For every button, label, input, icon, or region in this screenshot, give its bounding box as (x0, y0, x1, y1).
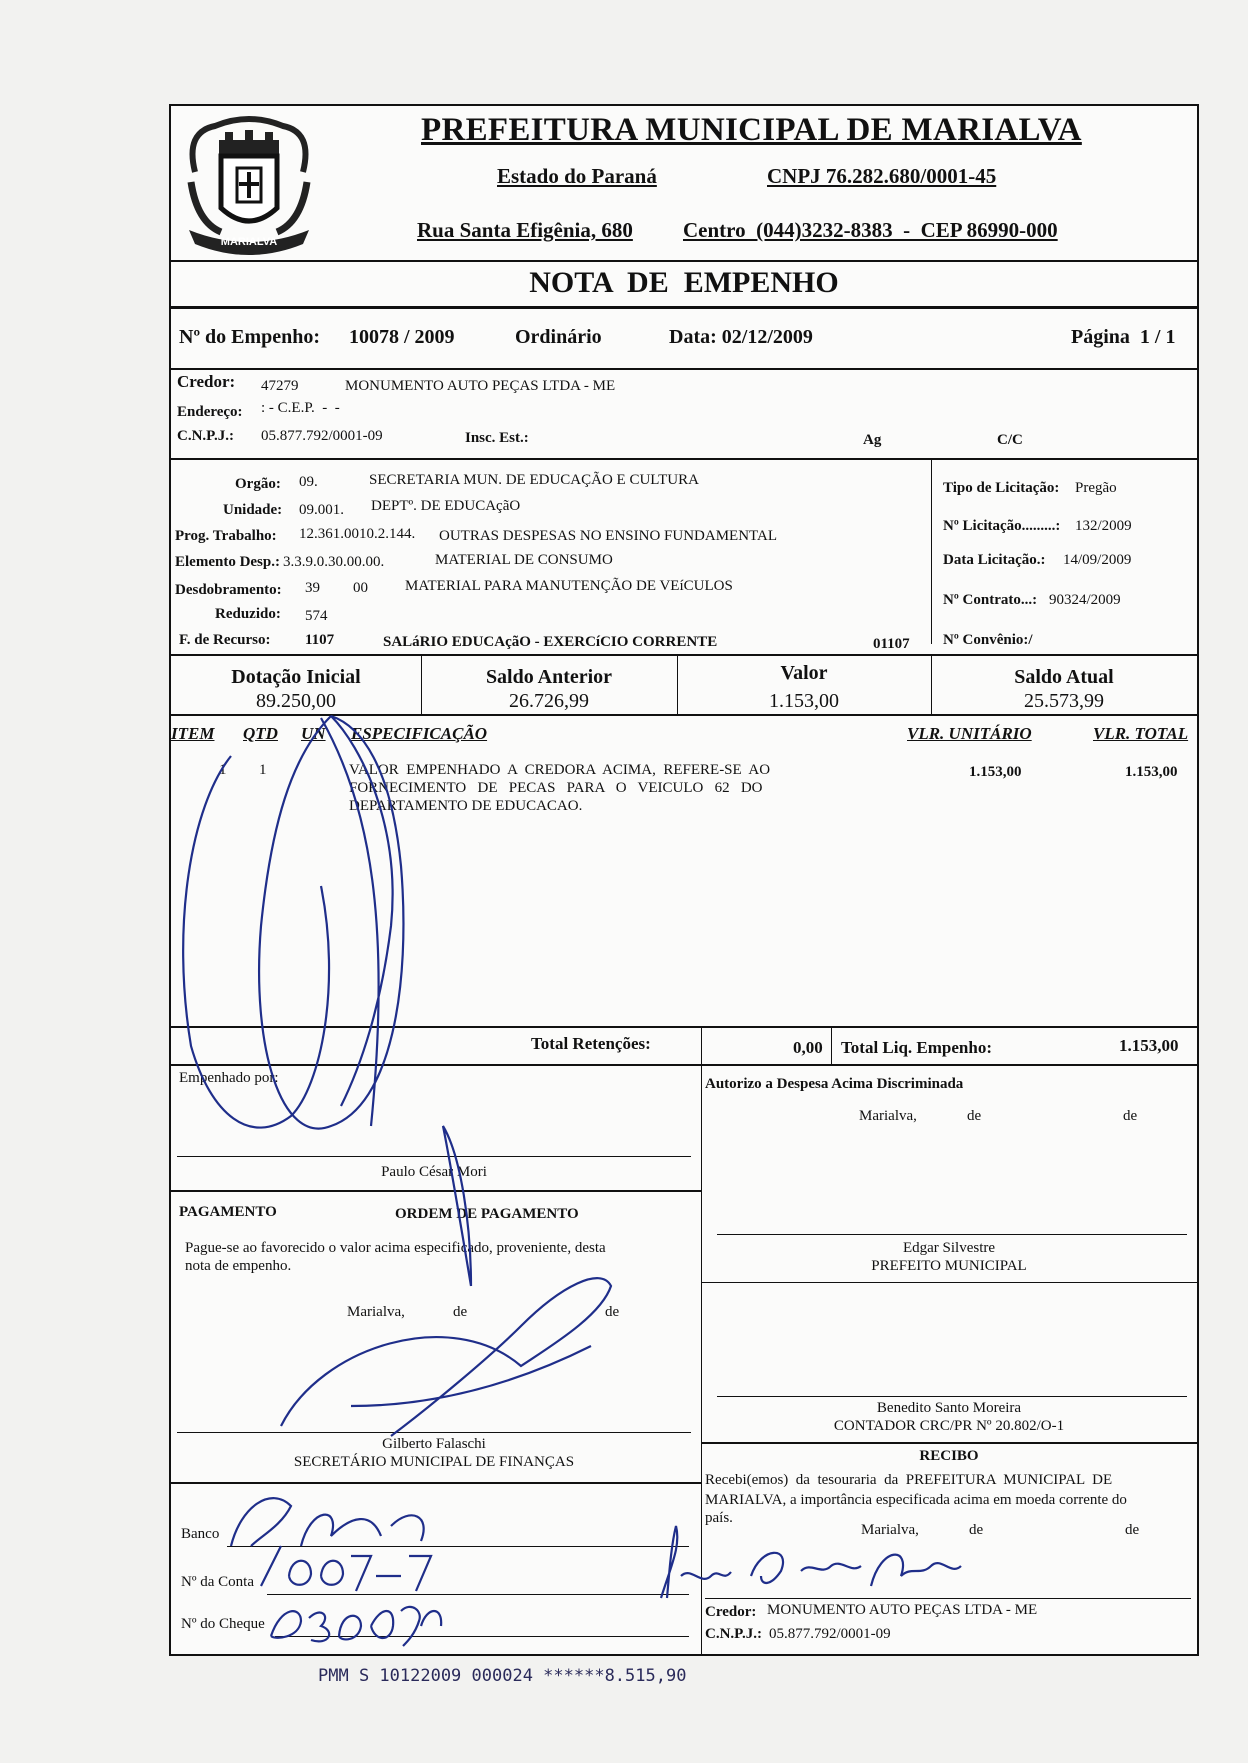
tipo-licitacao-label: Tipo de Licitação: (943, 480, 1060, 496)
pagamento-label: PAGAMENTO (179, 1204, 277, 1220)
fonte-recurso-label: F. de Recurso: (179, 632, 271, 648)
pagamento-city: Marialva, (347, 1304, 405, 1320)
num-licitacao-value: 132/2009 (1075, 518, 1132, 534)
empenho-number-label: Nº do Empenho: (179, 326, 321, 348)
recibo-text2: MARIALVA, a importância especificada acima em moeda corrente do (705, 1492, 1127, 1508)
col-header-vlr-unitario: VLR. UNITÁRIO (907, 724, 1032, 743)
cheque-handwriting (271, 1607, 441, 1646)
endereco-value: : - C.E.P. - - (261, 400, 340, 416)
header-state: Estado do Paraná (497, 164, 657, 188)
prefeito-title: PREFEITO MUNICIPAL (871, 1258, 1027, 1274)
tipo-licitacao-value: Pregão (1075, 480, 1117, 496)
municipal-crest (175, 112, 323, 260)
header-cnpj: CNPJ 76.282.680/0001-45 (767, 164, 997, 188)
total-retencoes-label: Total Retenções: (531, 1034, 651, 1053)
col-header-vlr-total: VLR. TOTAL (1093, 724, 1189, 743)
secretario-name: Gilberto Falaschi (382, 1436, 486, 1452)
cc-label: C/C (997, 432, 1023, 448)
prog-trabalho-label: Prog. Trabalho: (175, 528, 277, 544)
desdobramento-code2: 00 (353, 580, 368, 596)
autorizo-de2: de (1123, 1108, 1138, 1124)
banco-handwriting (231, 1498, 424, 1546)
recibo-text1: Recebi(emos) da tesouraria da PREFEITURA MUNICIPAL DE (705, 1472, 1113, 1488)
data-licitacao-value: 14/09/2009 (1063, 552, 1132, 568)
unidade-label: Unidade: (223, 502, 283, 518)
contrato-value: 90324/2009 (1049, 592, 1121, 608)
page-number: Página 1 / 1 (1071, 326, 1176, 348)
saldo-anterior-label: Saldo Anterior (485, 666, 613, 688)
valor-label: Valor (780, 662, 828, 684)
total-liquido-label: Total Liq. Empenho: (841, 1038, 992, 1057)
recibo-cnpj-value: 05.877.792/0001-09 (769, 1626, 891, 1642)
recibo-de2: de (1125, 1522, 1140, 1538)
prefeito-name: Edgar Silvestre (902, 1240, 996, 1256)
pagamento-text2: nota de empenho. (185, 1258, 292, 1274)
ordem-pagamento-label: ORDEM DE PAGAMENTO (395, 1206, 579, 1222)
autorizo-city: Marialva, (859, 1108, 917, 1124)
reduzido-value: 574 (305, 608, 328, 624)
item-description-line1: VALOR EMPENHADO A CREDORA ACIMA, REFERE-SE AO (349, 762, 771, 778)
header-address: Rua Santa Efigênia, 680 (417, 218, 633, 242)
insc-est-label: Insc. Est.: (465, 430, 529, 446)
col-header-item: ITEM (171, 724, 215, 743)
col-header-un: UN (301, 724, 326, 743)
credor-label: Credor: (177, 372, 236, 391)
col-header-especificacao: ESPECIFICAÇÃO (351, 724, 488, 743)
recibo-city: Marialva, (861, 1522, 919, 1538)
pagamento-de1: de (453, 1304, 468, 1320)
valor-value: 1.153,00 (769, 690, 839, 712)
recibo-credor-label: Credor: (705, 1604, 757, 1620)
convenio-label: Nº Convênio:/ (943, 632, 1033, 648)
prog-trabalho-code: 12.361.0010.2.144. (299, 526, 416, 542)
contador-title: CONTADOR CRC/PR Nº 20.802/O-1 (833, 1418, 1065, 1434)
nota-de-empenho-form (169, 104, 1199, 1656)
autorizo-de1: de (967, 1108, 982, 1124)
document-title: NOTA DE EMPENHO (529, 266, 839, 299)
recibo-text3: país. (705, 1510, 733, 1526)
unidade-code: 09.001. (299, 502, 344, 518)
contrato-label: Nº Contrato...: (943, 592, 1038, 608)
elemento-name: MATERIAL DE CONSUMO (435, 552, 613, 568)
contador-name: Benedito Santo Moreira (876, 1400, 1022, 1416)
desdobramento-name: MATERIAL PARA MANUTENÇÃO DE VEíCULOS (405, 578, 733, 594)
orgao-code: 09. (299, 474, 318, 490)
item-qtd: 1 (259, 762, 267, 778)
empenho-number: 10078 / 2009 (349, 326, 455, 348)
col-header-qtd: QTD (243, 724, 278, 743)
saldo-atual-value: 25.573,99 (1024, 690, 1104, 712)
item-description-line3: DEPARTAMENTO DE EDUCACAO. (349, 798, 583, 814)
fonte-recurso-code2: 01107 (873, 636, 910, 652)
total-retencoes-value: 0,00 (793, 1038, 823, 1057)
crest-banner-text: MARIALVA (220, 236, 278, 248)
cheque-label: Nº do Cheque (181, 1616, 265, 1632)
credor-cnpj: 05.877.792/0001-09 (261, 428, 383, 444)
recibo-de1: de (969, 1522, 984, 1538)
banco-label: Banco (181, 1526, 220, 1542)
pagamento-text1: Pague-se ao favorecido o valor acima especificado, proveniente, desta (185, 1240, 606, 1256)
unidade-name: DEPTº. DE EDUCAçãO (371, 498, 521, 514)
endereco-label: Endereço: (177, 404, 243, 420)
ag-label: Ag (863, 432, 882, 448)
recibo-cnpj-label: C.N.P.J.: (705, 1626, 762, 1642)
conta-handwriting (261, 1546, 431, 1591)
item-description-line2: FORNECIMENTO DE PECAS PARA O VEICULO 62 DO (349, 780, 763, 796)
dotacao-inicial-label: Dotação Inicial (231, 666, 361, 688)
reduzido-label: Reduzido: (215, 606, 281, 622)
saldo-atual-label: Saldo Atual (1014, 666, 1114, 688)
header-title: PREFEITURA MUNICIPAL DE MARIALVA (421, 112, 1082, 148)
desdobramento-code: 39 (305, 580, 320, 596)
saldo-anterior-value: 26.726,99 (509, 690, 589, 712)
num-licitacao-label: Nº Licitação.........: (943, 518, 1061, 534)
autorizo-label: Autorizo a Despesa Acima Discriminada (705, 1076, 964, 1092)
dotacao-inicial-value: 89.250,00 (256, 690, 336, 712)
credor-name: MONUMENTO AUTO PEÇAS LTDA - ME (345, 378, 616, 394)
recibo-credor-name: MONUMENTO AUTO PEÇAS LTDA - ME (767, 1602, 1038, 1618)
credor-code: 47279 (261, 378, 299, 394)
empenhado-por-label: Empenhado por: (179, 1070, 279, 1086)
empenhado-por-name: Paulo César Mori (381, 1164, 487, 1180)
conta-label: Nº da Conta (181, 1574, 254, 1590)
item-number: 1 (219, 762, 227, 778)
footer-stamp: PMM S 10122009 000024 ******8.515,90 (318, 1666, 687, 1686)
fonte-recurso-name: SALáRIO EDUCAçãO - EXERCíCIO CORRENTE (383, 634, 718, 650)
prog-trabalho-name: OUTRAS DESPESAS NO ENSINO FUNDAMENTAL (439, 528, 777, 544)
item-vlr-unitario: 1.153,00 (969, 764, 1022, 780)
fonte-recurso-code: 1107 (305, 632, 335, 648)
data-licitacao-label: Data Licitação.: (943, 552, 1046, 568)
empenho-date: Data: 02/12/2009 (669, 326, 813, 348)
pagamento-de2: de (605, 1304, 620, 1320)
elemento-code: 3.3.9.0.30.00.00. (283, 554, 385, 570)
item-vlr-total: 1.153,00 (1125, 764, 1178, 780)
orgao-label: Orgão: (235, 476, 281, 492)
empenho-type: Ordinário (515, 326, 602, 348)
total-liquido-value: 1.153,00 (1119, 1036, 1179, 1055)
credor-cnpj-label: C.N.P.J.: (177, 428, 234, 444)
elemento-label: Elemento Desp.: (175, 554, 280, 570)
orgao-name: SECRETARIA MUN. DE EDUCAÇÃO E CULTURA (369, 472, 699, 488)
desdobramento-label: Desdobramento: (175, 582, 282, 598)
recibo-title: RECIBO (919, 1448, 979, 1464)
header-address-contact: Centro (044)3232-8383 - CEP 86990-000 (683, 218, 1058, 242)
secretario-title: SECRETÁRIO MUNICIPAL DE FINANÇAS (293, 1454, 575, 1470)
